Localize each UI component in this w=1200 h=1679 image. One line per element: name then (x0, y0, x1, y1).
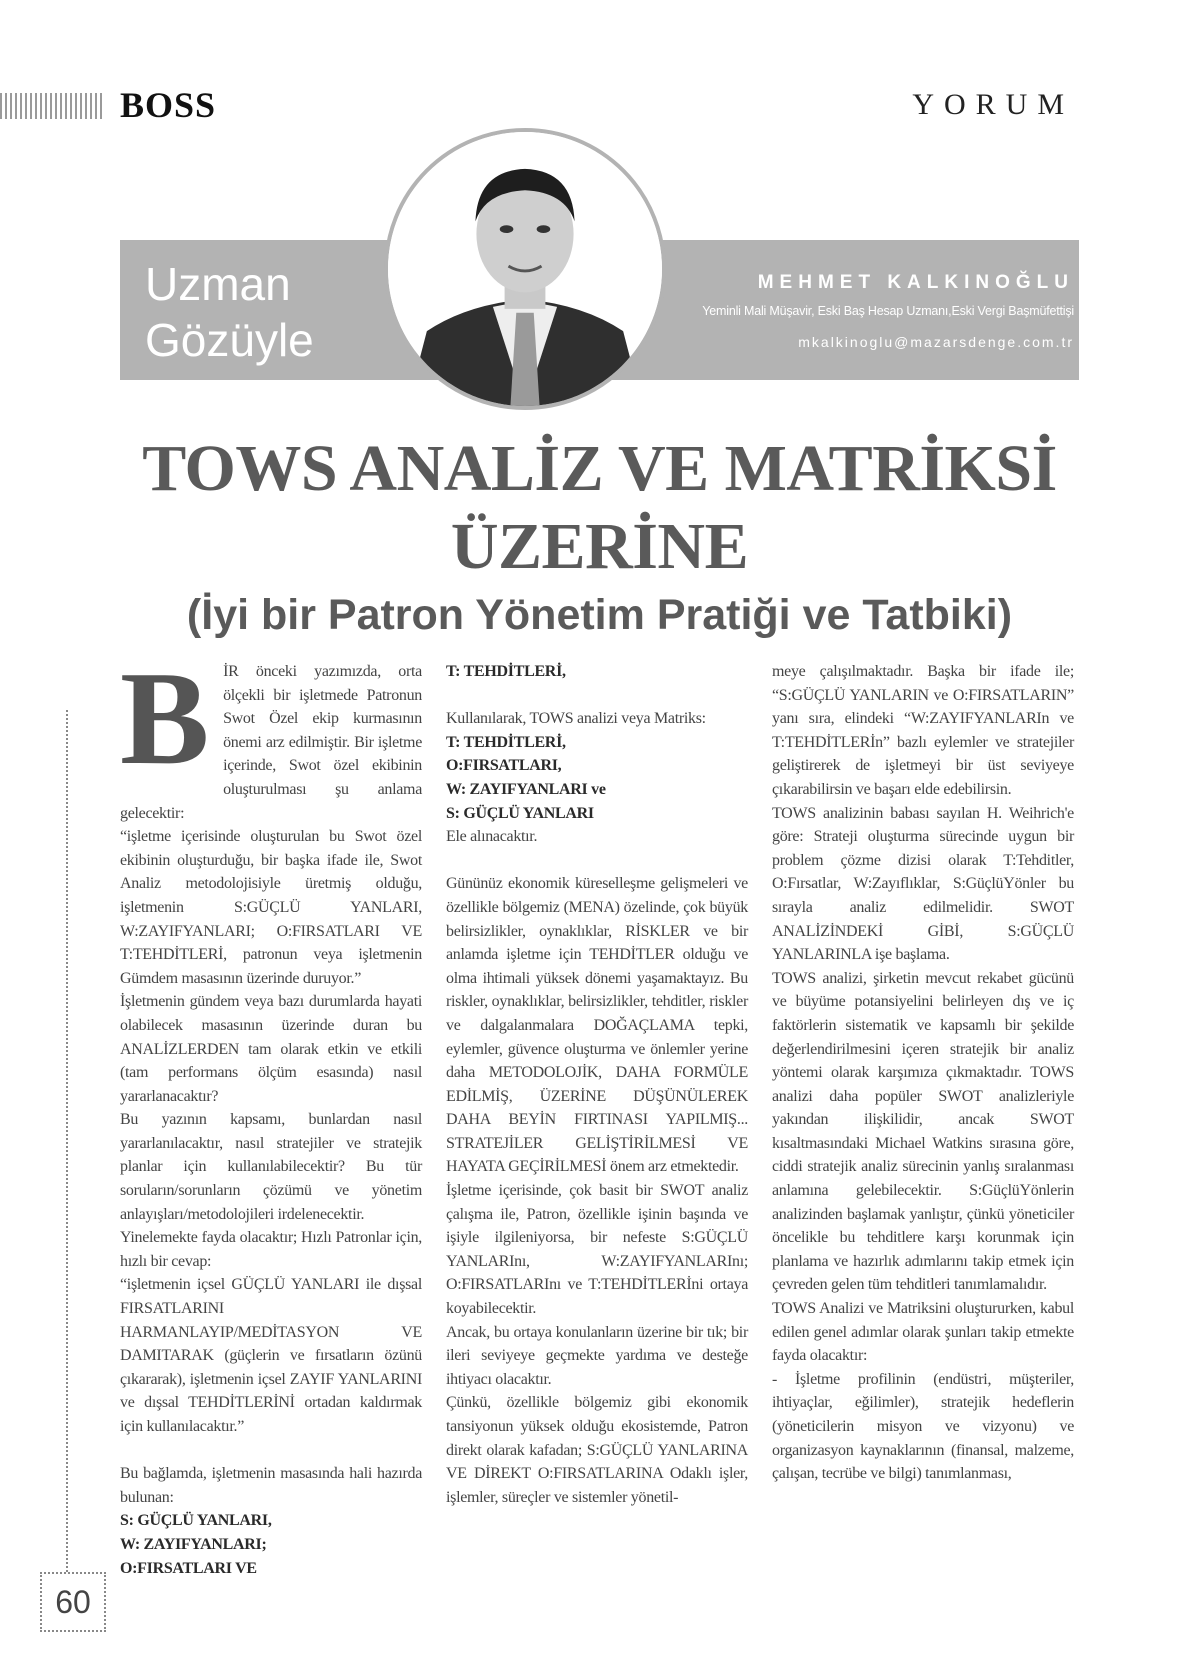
column-3 (772, 660, 1074, 1486)
paragraph: TOWS analizi, şirketin mevcut rekabet gücünü ve büyüme potansiyelini belirleyen dış ve iç faktörlerin sistematik ve kapsamlı bir şekilde değerlendirilmesini içeren stratejik bir analiz yöntemi olarak karşımıza çıkmaktadır. TOWS analizi daha popüler SWOT analizleriyle yakından ilişkilidir, ancak SWOT kısaltmasındaki Michael Watkins sırasına göre, ciddi stratejik analiz sürecinin yanlış sıralanması anlamına gelebilecektir. S:GüçlüYönlerin analizinden başlamak yanlıştır, çünkü yöneticiler öncelikle bu tehditlere karşı korunmak için planlama ve hazırlık adımlarını takip etmek için çevreden gelen tüm tehditleri tanımlamalıdır. (772, 969, 1074, 1294)
paragraph: TOWS analizinin babası sayılan H. Weihrich'e göre: Strateji oluşturma sürecinde uygun bir problem çözme dizisi olarak T:Tehditler, O:Fırsatlar, W:Zayıflıklar, S:GüçlüYönler bu sırayla analiz edilmelidir. SWOT ANALİZİNDEKİ GİBİ, S:GÜÇLÜ YANLARINLA işe başlama. (772, 804, 1074, 964)
bold-item: T: TEHDİTLERİ, (446, 733, 566, 751)
paragraph: “işletmenin içsel GÜÇLÜ YANLARI ile dışsal FIRSATLARINI HARMANLAYIP/MEDİTASYON VE DAMITARAK (güçlerin ve fırsatların özünü çıkararak), işletmenin içsel ZAYIF YANLARINI ve dışsal TEHDİTLERİNİ ortadan kaldırmak için kullanılacaktır.” (120, 1276, 422, 1435)
header-stripes (0, 93, 104, 119)
author-email-link[interactable]: mkalkinoglu@mazarsdenge.com.tr (798, 334, 1074, 350)
paragraph: Çünkü, özellikle bölgemiz gibi ekonomik tansiyonun yüksek olduğu ekosistemde, Patron direkt olarak kafadan; S:GÜÇLÜ YANLARINA VE DİREKT O:FIRSATLARINA Odaklı işler, işlemler, süreçler ve sistemler yönetil- (446, 1394, 748, 1506)
page-number: 60 (55, 1584, 91, 1620)
drop-cap: B (120, 644, 210, 792)
paragraph: Yinelemekte fayda olacaktır; Hızlı Patronlar için, hızlı bir cevap: (120, 1229, 422, 1270)
column-2 (446, 660, 748, 1509)
headline-line2: ÜZERİNE (450, 510, 749, 583)
paragraph: meye çalışılmaktadır. Başka bir ifade ile; “S:GÜÇLÜ YANLARIN ve O:FIRSATLARIN” yanı sıra, elindeki “W:ZAYIFYANLARIn ve T:TEHDİTLERİn” bazlı eylemler ve stratejiler geliştirerek de işletmeyi bir üst seviyeye çıkarabilirsin ve başarı elde edebilirsin. (772, 663, 1074, 798)
author-role: Yeminli Mali Müşavir, Eski Baş Hesap Uzmanı,Eski Vergi Başmüfettişi (702, 304, 1074, 318)
portrait-illustration (388, 132, 662, 406)
article-headline (120, 430, 1079, 586)
paragraph: “işletme içerisinde oluşturulan bu Swot özel ekibinin oluşturduğu, bir başka ifade ile, Swot Analiz metodolojisiyle üretmiş olduğu, işletmenin S:GÜÇLÜ YANLARI, W:ZAYIFYANLARI; O:FIRSATLARI VE T:TEHDİTLERİ, patronun veya işletmenin Gümdem masasının üzerinde duruyor.” (120, 828, 422, 987)
author-portrait (384, 128, 666, 410)
paragraph: İşletme içerisinde, çok basit bir SWOT analiz çalışma ile, Patron, özellikle işinin başında ve işiyle ilgileniyorsa, bir nefeste S:GÜÇLÜ YANLARInı, W:ZAYIFYANLARInı; O:FIRSATLARInı ve T:TEHDİTLERİni ortaya koyabilecektir. (446, 1182, 748, 1318)
bold-item: S: GÜÇLÜ YANLARI, (120, 1512, 272, 1530)
column-1 (120, 644, 422, 1580)
margin-dotted-rule (66, 710, 68, 1572)
paragraph: TOWS Analizi ve Matriksini oluştururken, kabul edilen genel adımlar olarak şunları takip etmekte fayda olacaktır: (772, 1300, 1074, 1365)
paragraph: Gününüz ekonomik küreselleşme gelişmeleri ve özellikle bölgemiz (MENA) özelinde, çok büyük belirsizlikler, oynaklıklar, RİSKLER ve bir anlamda işletme için TEHDİTLER olduğu ve olma ihtimali yüksek dönemi yaşamaktayız. Bu riskler, oynaklıklar, belirsizlikler, tehditler, riskler ve dalgalanmalara DOĞAÇLAMA tepki, eylemler, güvence oluşturma ve önlemler yerine daha METODOLOJİK, DAHA FORMÜLE EDİLMİŞ, ÜZERİNE DÜŞÜNÜLEREK DAHA BEYİN FIRTINASI YAPILMIŞ... STRATEJİLER GELİŞTİRİLMESİ VE HAYATA GEÇİRİLMESİ önem arz etmektedir. (446, 875, 748, 1176)
column-title (145, 256, 385, 368)
bold-item: S: GÜÇLÜ YANLARI (446, 804, 594, 822)
article-subtitle: (İyi bir Patron Yönetim Pratiği ve Tatbiki) (186, 591, 1013, 639)
section-label: YORUM (912, 88, 1074, 121)
column-title-line2: Gözüyle (145, 314, 314, 366)
paragraph: Kullanılarak, TOWS analizi veya Matriks: (446, 710, 706, 728)
magazine-logo: BOSS (120, 85, 217, 125)
paragraph: İR önceki yazımızda, orta ölçekli bir işletmede Patronun Swot Özel ekip kurmasının önemi arz edilmiştir. Bir işletme içerinde, Swot özel ekibinin oluşturulması şu anlama gelecektir: (120, 663, 422, 822)
paragraph: Bu yazının kapsamı, bunlardan nasıl yararlanılacaktır, nasıl stratejiler ve stratejik planlar için kullanılabilecektir? Bu tür soruların/sorunların çözümü ve yönetim anlayışları/metodolojileri irdelenecektir. (120, 1111, 422, 1223)
paragraph: - İşletme profilinin (endüstri, müşteriler, ihtiyaçlar, eğilimler), stratejik hedeflerin (yöneticilerin misyon ve vizyonu) ve organizasyon kaynaklarının (finansal, malzeme, çalışan, tecrübe ve bilgi) tanımlanması, (772, 1370, 1074, 1483)
bold-item: O:FIRSATLARI VE (120, 1559, 257, 1577)
bold-item: T: TEHDİTLERİ, (446, 663, 566, 680)
paragraph: İşletmenin gündem veya bazı durumlarda hayati olabilecek masasının üzerinde duran bu ANALİZLERDEN tam olarak etkin ve etkili (tam performans ölçüm esasında) nasıl yararlanacaktır? (120, 993, 422, 1105)
paragraph: Bu bağlamda, işletmenin masasında hali hazırda bulunan: (120, 1465, 422, 1506)
bold-item: W: ZAYIFYANLARI ve (446, 780, 606, 798)
paragraph: Ele alınacaktır. (446, 828, 538, 846)
bold-item: W: ZAYIFYANLARI; (120, 1535, 267, 1553)
author-name: MEHMET KALKINOĞLU (757, 272, 1074, 293)
bold-item: O:FIRSATLARI, (446, 757, 562, 775)
paragraph: Ancak, bu ortaya konulanların üzerine bir tık; bir ileri seviyeye geçmekte yardıma ve desteğe ihtiyacı olacaktır. (446, 1323, 748, 1388)
column-title-line1: Uzman (145, 258, 291, 310)
headline-line1: TOWS ANALİZ VE MATRİKSİ (142, 432, 1057, 505)
